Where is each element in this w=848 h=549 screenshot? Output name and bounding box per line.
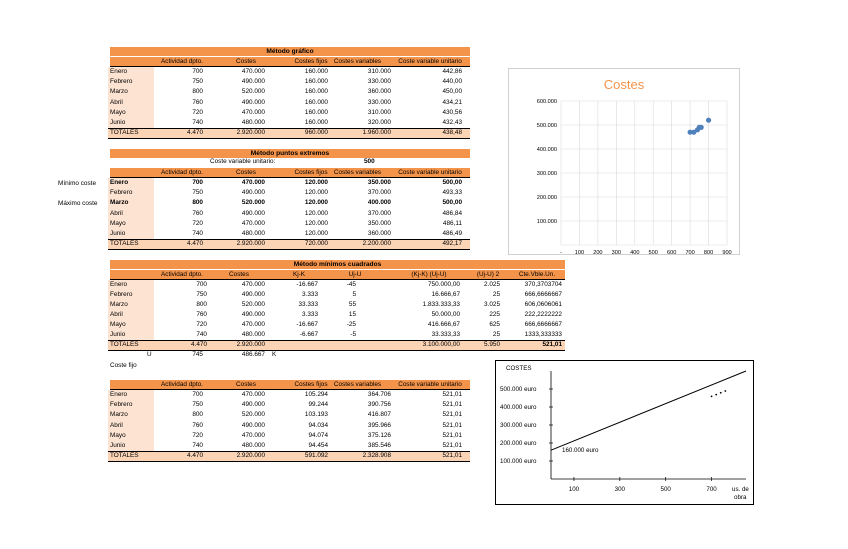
table-cell: 470.000: [241, 108, 265, 116]
table-cell: 160.000: [304, 108, 328, 116]
x-tick-label: 100: [568, 486, 580, 493]
table-cell: 500,00: [442, 199, 462, 207]
y-tick-label: 300.000: [536, 171, 557, 177]
table-cell: 520.000: [241, 411, 265, 419]
table-cell: 720: [192, 108, 203, 116]
x-tick-label: 800: [703, 250, 714, 254]
table-cell: 800: [196, 301, 207, 308]
table-cell: 120.000: [304, 219, 328, 227]
chart-title: Costes: [603, 77, 645, 92]
table-cell: 486,84: [442, 209, 462, 217]
max-cost-label: Máximo coste: [58, 200, 98, 207]
row-label: Mayo: [110, 219, 126, 227]
table-cell: 800: [192, 411, 203, 419]
total-label: TOTALES: [110, 240, 139, 248]
column-header: Costes fijos: [294, 169, 328, 176]
total-label: TOTALES: [110, 129, 139, 137]
column-header: Costes: [236, 169, 256, 176]
table-cell: -6.667: [299, 331, 318, 338]
table-cell: 99.244: [308, 401, 328, 409]
table-cell: 15: [348, 311, 356, 318]
column-header: Costes fijos: [294, 58, 328, 65]
column-header: Costes fijos: [294, 381, 328, 388]
x-tick-label: 900: [722, 250, 732, 254]
table-cell: 490.000: [241, 209, 265, 217]
row-label: Febrero: [110, 401, 133, 409]
table-cell: 486,11: [442, 219, 462, 227]
column-header: (Uj-U) 2: [476, 271, 500, 278]
table-cell: 750: [192, 189, 203, 197]
table-cell: 521,01: [442, 431, 462, 439]
table-cell: -16.667: [296, 281, 318, 288]
row-label: Abril: [110, 311, 123, 318]
x-axis-title-2: obra: [734, 494, 747, 501]
total-cell: 4.470: [187, 240, 203, 248]
table-cell: 450,00: [442, 88, 462, 96]
table-cell: 5: [352, 291, 356, 298]
table-cell: 320.000: [367, 119, 391, 126]
y-tick-label: 500.000 euro: [500, 386, 537, 393]
table-cell: 400.000: [367, 199, 391, 207]
table-cell: 750.000,00: [428, 281, 460, 288]
table-cell: 350.000: [367, 219, 391, 227]
table-cell: 740: [192, 442, 203, 449]
data-point: [711, 396, 713, 398]
y-axis-title: COSTES: [506, 365, 532, 372]
total-label: TOTALES: [110, 341, 139, 348]
column-header: Actividad dpto.: [161, 58, 203, 65]
table-cell: 625: [489, 321, 500, 328]
x-tick-label: 400: [630, 250, 640, 254]
table-cell: 225: [489, 311, 500, 318]
table-cell: 760: [196, 311, 207, 318]
costes-scatter-chart: [508, 68, 740, 255]
total-cell: 720.000: [304, 240, 328, 248]
table-cell: 120.000: [304, 209, 328, 217]
total-cell: 4.470: [187, 129, 203, 137]
table-cell: 720: [196, 321, 207, 328]
table-cell: 480.000: [241, 442, 265, 449]
x-tick-label: 200: [593, 250, 603, 254]
table-cell: 470.000: [241, 391, 265, 398]
table-cell: 760: [192, 209, 203, 217]
y-tick-label: 400.000: [536, 147, 557, 153]
table-cell: 16.666,67: [431, 291, 460, 298]
total-cell: 521,01: [442, 452, 462, 460]
table-title: Método puntos extremos: [110, 149, 470, 158]
table-cell: 720: [192, 431, 203, 439]
total-cell: 4.470: [187, 452, 203, 460]
table-cell: 720: [192, 219, 203, 227]
total-row-bg: [108, 451, 470, 462]
x-tick-label: 300: [611, 250, 622, 254]
table-cell: 521,01: [442, 411, 462, 419]
table-cell: 350.000: [367, 179, 391, 186]
table-cell: 370,3703704: [524, 281, 562, 288]
table-cell: 330.000: [367, 98, 391, 106]
table-cell: 520.000: [241, 199, 265, 207]
y-tick-label: 500.000: [536, 123, 557, 129]
total-cell: 5.950: [484, 341, 500, 348]
table-cell: 370.000: [367, 189, 391, 197]
y-tick-label: 300.000 euro: [500, 422, 537, 429]
column-header: Coste variable unitario: [398, 381, 462, 388]
x-axis-title: us. de: [732, 486, 749, 493]
data-point: [715, 394, 717, 396]
row-label: Marzo: [110, 199, 129, 207]
table-cell: 700: [192, 391, 203, 398]
table-cell: 360.000: [367, 230, 391, 237]
table-cell: 160.000: [304, 98, 328, 106]
row-label: Febrero: [110, 78, 133, 86]
column-header: Costes: [229, 271, 249, 278]
y-tick-label: 100.000: [536, 219, 557, 225]
table-cell: 700: [192, 68, 203, 75]
column-header: (Kj-K) (Uj-U): [411, 271, 447, 278]
table-cell: 442,86: [442, 68, 462, 75]
table-cell: 750: [192, 78, 203, 86]
table-cell: 385.546: [367, 442, 391, 449]
table-cell: 160.000: [304, 78, 328, 86]
table-cell: -16.667: [296, 321, 318, 328]
table-cell: 2.025: [484, 281, 500, 288]
x-tick-label: -: [560, 250, 562, 254]
table-cell: 490.000: [241, 291, 265, 298]
row-label: Febrero: [110, 189, 133, 197]
table-cell: 160.000: [304, 119, 328, 126]
total-cell: 3.100.000,00: [422, 341, 460, 348]
table-cell: 490.000: [241, 311, 265, 318]
column-header: Costes variables: [333, 169, 382, 176]
x-tick-label: 300: [614, 486, 625, 493]
table-cell: 55: [348, 301, 356, 308]
total-row-bg: [108, 239, 470, 250]
table-cell: 432,43: [442, 119, 462, 126]
fixed-cost-label: Coste fijo: [110, 362, 137, 369]
row-label: Marzo: [110, 301, 128, 308]
line-svg: [496, 361, 753, 504]
table-cell: 222,2222222: [524, 311, 562, 318]
total-cell: 591.092: [304, 452, 328, 460]
data-point: [695, 127, 700, 132]
table-cell: 490.000: [241, 78, 265, 86]
table-cell: 700: [192, 179, 203, 186]
table-cell: 94.074: [308, 431, 328, 439]
column-header: Kj-K: [292, 271, 306, 278]
table-cell: 800: [192, 199, 203, 207]
column-header: Costes: [236, 381, 256, 388]
table-cell: 416.666,67: [428, 321, 460, 328]
mean-u-label: U: [147, 351, 152, 358]
y-tick-label: 200.000: [536, 195, 557, 201]
table-cell: 470.000: [241, 219, 265, 227]
total-cell: 492,17: [442, 240, 462, 248]
row-label: Enero: [110, 391, 128, 398]
x-tick-label: 100: [574, 250, 585, 254]
table-cell: 3.333: [302, 311, 318, 318]
column-header: Costes variables: [333, 381, 382, 388]
x-tick-label: 700: [685, 250, 695, 254]
row-label: Junio: [110, 230, 126, 237]
x-tick-label: 500: [648, 250, 658, 254]
table-cell: 606,0606061: [524, 301, 562, 308]
total-row-bg: [108, 128, 470, 139]
row-label: Enero: [110, 68, 128, 75]
table-cell: 490.000: [241, 421, 265, 429]
regression-line: [551, 371, 746, 450]
table-cell: 1333,333333: [524, 331, 562, 338]
table-cell: 493,33: [442, 189, 462, 197]
row-label: Marzo: [110, 411, 128, 419]
column-header: Actividad dpto.: [161, 271, 203, 278]
table-cell: 486,49: [442, 230, 462, 237]
table-cell: 434,21: [442, 98, 462, 106]
column-header: Actividad dpto.: [161, 381, 203, 388]
total-cell: 521,01: [542, 341, 562, 348]
table-cell: 470.000: [241, 281, 265, 288]
cost-line-chart: [495, 360, 754, 505]
table-title: Método gráfico: [110, 47, 470, 56]
table-cell: 120.000: [304, 199, 328, 207]
table-cell: 520.000: [241, 88, 265, 96]
column-header: Uj-U: [348, 271, 362, 278]
x-tick-label: 600: [666, 250, 677, 254]
total-cell: 1.960.000: [362, 129, 391, 137]
table-cell: 25: [492, 291, 500, 298]
row-label: Abril: [110, 421, 123, 429]
total-label: TOTALES: [110, 452, 139, 460]
table-cell: 470.000: [241, 68, 265, 75]
table-cell: 740: [192, 230, 203, 237]
table-cell: 480.000: [241, 331, 265, 338]
row-label: Mayo: [110, 108, 126, 116]
table-cell: 760: [192, 421, 203, 429]
unit-cost-value: 500: [364, 158, 375, 165]
table-cell: 416.807: [367, 411, 391, 419]
table-cell: 740: [196, 331, 207, 338]
total-cell: 2.920.000: [236, 341, 265, 348]
y-tick-label: 200.000 euro: [500, 440, 537, 447]
row-label: Marzo: [110, 88, 128, 96]
fixed-cost-annotation: 160.000 euro: [562, 447, 599, 455]
table-cell: 750: [196, 291, 207, 298]
table-cell: 310.000: [367, 108, 391, 116]
total-cell: 960.000: [304, 129, 328, 137]
table-cell: 440,00: [442, 78, 462, 86]
data-point: [706, 118, 711, 123]
table-cell: -25: [346, 321, 356, 328]
mean-u-value: 745: [192, 351, 203, 358]
table-cell: 120.000: [304, 189, 328, 197]
total-cell: 2.200.000: [362, 240, 391, 248]
table-cell: 470.000: [241, 431, 265, 439]
table-cell: 94.454: [308, 442, 328, 449]
table-cell: 120.000: [304, 179, 328, 186]
unit-cost-label: Coste variable unitario:: [210, 158, 276, 165]
table-cell: 520.000: [241, 301, 265, 308]
table-cell: 94.034: [308, 421, 328, 429]
column-header: Coste variable unitario: [398, 169, 462, 176]
table-cell: 470.000: [241, 179, 265, 186]
row-label: Junio: [110, 331, 126, 338]
total-cell: 2.328.908: [362, 452, 391, 460]
table-cell: 395.966: [367, 421, 391, 429]
table-cell: 330.000: [367, 78, 391, 86]
table-cell: 521,01: [442, 401, 462, 409]
y-tick-label: 400.000 euro: [500, 404, 537, 411]
table-cell: 120.000: [304, 230, 328, 237]
table-cell: 364.706: [367, 391, 391, 398]
table-cell: 1.833.333,33: [422, 301, 460, 308]
row-label: Abril: [110, 209, 123, 217]
table-cell: 310.000: [367, 68, 391, 75]
data-point: [724, 390, 726, 392]
column-header: Coste variable unitario: [398, 58, 462, 65]
row-label: Junio: [110, 119, 126, 126]
table-cell: 800: [192, 88, 203, 96]
table-cell: 750: [192, 401, 203, 409]
table-cell: -45: [346, 281, 356, 288]
table-cell: 490.000: [241, 189, 265, 197]
row-label: Enero: [110, 281, 128, 288]
table-cell: 470.000: [241, 321, 265, 328]
table-cell: 375.126: [367, 431, 391, 439]
mean-k-label: K: [272, 351, 277, 358]
total-cell: 2.920.000: [236, 129, 265, 137]
total-cell: 4.470: [191, 341, 207, 348]
y-tick-label: 600.000: [536, 99, 557, 105]
table-cell: 666,6666667: [524, 291, 562, 298]
table-cell: 521,01: [442, 442, 462, 449]
table-cell: 490.000: [241, 401, 265, 409]
table-cell: 760: [192, 98, 203, 106]
table-cell: 700: [196, 281, 207, 288]
table-cell: 480.000: [241, 119, 265, 126]
column-header: Actividad dpto.: [161, 169, 203, 176]
table-cell: 521,01: [442, 391, 462, 398]
table-cell: 25: [492, 331, 500, 338]
table-cell: 160.000: [304, 68, 328, 75]
table-cell: 370.000: [367, 209, 391, 217]
table-cell: 390.756: [367, 401, 391, 409]
table-cell: 666,6666667: [524, 321, 562, 328]
table-title: Método mínimos cuadrados: [110, 260, 565, 269]
table-cell: 3.333: [302, 291, 318, 298]
x-tick-label: 500: [660, 486, 671, 493]
total-cell: 438,48: [442, 129, 462, 137]
table-cell: 480.000: [241, 230, 265, 237]
column-header: Cte.Vble.Un.: [518, 271, 556, 278]
table-cell: 3.025: [484, 301, 500, 308]
table-cell: 33.333,33: [431, 331, 460, 338]
column-header: Costes: [236, 58, 256, 65]
table-cell: 360.000: [367, 88, 391, 96]
row-label: Junio: [110, 442, 126, 449]
table-cell: 160.000: [304, 88, 328, 96]
table-cell: 103.193: [304, 411, 328, 419]
row-label: Mayo: [110, 321, 126, 328]
table-cell: 430,56: [442, 108, 462, 116]
mean-k-value: 486.667: [241, 351, 265, 358]
data-point: [720, 392, 722, 394]
row-label: Mayo: [110, 431, 126, 439]
table-cell: 33.333: [298, 301, 318, 308]
total-cell: 2.920.000: [236, 452, 265, 460]
table-cell: 500,00: [442, 179, 462, 186]
table-cell: -5: [350, 331, 356, 338]
x-tick-label: 700: [706, 486, 717, 493]
y-tick-label: 100.000 euro: [500, 458, 537, 465]
column-header: Costes variables: [333, 58, 382, 65]
table-cell: 521,01: [442, 421, 462, 429]
table-cell: 740: [192, 119, 203, 126]
table-cell: 490.000: [241, 98, 265, 106]
row-label: Abril: [110, 98, 123, 106]
scatter-svg: [509, 69, 739, 254]
table-cell: 105.294: [304, 391, 328, 398]
min-cost-label: Mínimo coste: [58, 180, 97, 187]
row-label: Febrero: [110, 291, 133, 298]
total-cell: 2.920.000: [236, 240, 265, 248]
row-label: Enero: [110, 179, 129, 186]
table-cell: 50.000,00: [431, 311, 460, 318]
